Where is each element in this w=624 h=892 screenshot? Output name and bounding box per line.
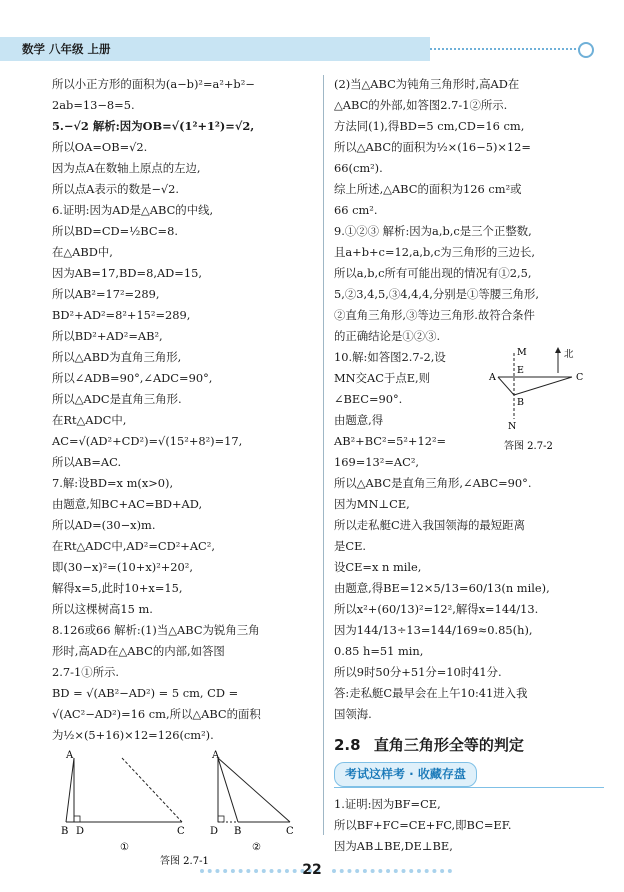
text-line: 所以x²+(60/13)²=12²,解得x=144/13. (334, 602, 539, 616)
north-label: 北 (564, 349, 574, 360)
label-E: E (517, 365, 524, 376)
text-line: 在△ABD中, (52, 245, 113, 259)
problem-10-block (334, 347, 610, 473)
text-line: 66(cm²). (334, 161, 383, 175)
text-line: 5,②3,4,5,③4,4,4,分别是①等腰三角形, (334, 287, 539, 301)
text-line: √(AC²−AD²)=16 cm,所以△ABC的面积 (52, 707, 261, 721)
label-A: A (66, 750, 74, 761)
label-B2: B (234, 826, 242, 837)
text-line: △ABC的外部,如答图2.7-1②所示. (334, 98, 508, 112)
text-line: 综上所述,△ABC的面积为126 cm²或 (334, 182, 522, 196)
text-line: 设CE=x n mile, (334, 560, 422, 574)
text-line: 所以点A表示的数是−√2. (52, 182, 180, 196)
right-column (334, 74, 610, 857)
label-B: B (517, 397, 524, 408)
header-dotted-line (430, 48, 580, 52)
text-line: AB²+BC²=5²+12²= (334, 434, 447, 448)
text-line: 9.①②③ 解析:因为a,b,c是三个正整数, (334, 224, 532, 238)
text-line: 所以AB²=17²=289, (52, 287, 160, 301)
section-heading (334, 735, 610, 756)
text-line: 66 cm². (334, 203, 378, 217)
text-line: BD = √(AB²−AD²) = 5 cm, CD = (52, 686, 239, 700)
text-line: 且a+b+c=12,a,b,c为三角形的三边长, (334, 245, 536, 259)
text-line: MN交AC于点E,则 (334, 371, 431, 385)
text-line: 因为AB=17,BD=8,AD=15, (52, 266, 202, 280)
text-line: (2)当△ABC为钝角三角形时,高AD在 (334, 77, 520, 91)
label-M: M (517, 347, 527, 358)
label-A2: A (212, 750, 220, 761)
text-line: 所以OA=OB=√2. (52, 140, 148, 154)
text-line: 所以△ADC是直角三角形. (52, 392, 182, 406)
text-line: 为½×(5+16)×12=126(cm²). (52, 728, 214, 742)
text-line: 因为点A在数轴上原点的左边, (52, 161, 201, 175)
text-line: 是CE. (334, 539, 367, 553)
text-line: 在Rt△ADC中,AD²=CD²+AC², (52, 539, 215, 553)
text-line: 形时,高AD在△ABC的内部,如答图 (52, 644, 225, 658)
text-line: 解得x=5,此时10+x=15, (52, 581, 183, 595)
text-line: 由题意,知BC+AC=BD+AD, (52, 497, 203, 511)
text-line: 8.126或66 解析:(1)当△ABC为锐角三角 (52, 623, 260, 637)
text-line: 所以9时50分+51分=10时41分. (334, 665, 502, 679)
label-C2: C (286, 826, 294, 837)
figure-caption: 答图 2.7-2 (504, 441, 553, 452)
text-line: 国领海. (334, 707, 372, 721)
label-A: A (489, 372, 496, 383)
triangle-acute (66, 758, 182, 822)
text-line: 所以a,b,c所有可能出现的情况有①2,5, (334, 266, 532, 280)
text-line: 2ab=13−8=5. (52, 98, 135, 112)
text-line: 169=13²=AC², (334, 455, 420, 469)
triangle-obtuse (218, 758, 290, 822)
label-D: D (76, 826, 85, 837)
text-line: 因为AB⊥BE,DE⊥BE, (334, 839, 453, 853)
text-line: 10.解:如答图2.7-2,设 (334, 350, 446, 364)
text-line: AC=√(AD²+CD²)=√(15²+8²)=17, (52, 434, 243, 448)
page-number: 22 (302, 862, 322, 878)
header-circle-icon (578, 42, 594, 58)
text-line: 的正确结论是①②③. (334, 329, 441, 343)
text-line: 方法同(1),得BD=5 cm,CD=16 cm, (334, 119, 525, 133)
section-tag-row (334, 762, 604, 788)
text-line: 所以AD=(30−x)m. (52, 518, 156, 532)
text-line: 所以BF+FC=CE+FC,即BC=EF. (334, 818, 512, 832)
text-line: 由题意,得 (334, 413, 384, 427)
left-column (52, 74, 328, 872)
text-line: ②直角三角形,③等边三角形.故符合条件 (334, 308, 535, 322)
figure-2-7-2 (484, 347, 594, 457)
text-line: 所以∠ADB=90°,∠ADC=90°, (52, 371, 213, 385)
text-line: 5.−√2 解析:因为OB=√(1²+1²)=√2, (52, 119, 255, 133)
footer-dots-right (332, 869, 452, 877)
page-header (0, 0, 624, 62)
text-line: 1.证明:因为BF=CE, (334, 797, 441, 811)
sub-2: ② (252, 842, 261, 853)
section-tag: 考试这样考 · 收藏存盘 (334, 762, 477, 787)
section-title: 直角三角形全等的判定 (373, 736, 524, 754)
sub-1: ① (120, 842, 129, 853)
text-line: 因为MN⊥CE, (334, 497, 410, 511)
text-line: 所以AB=AC. (52, 455, 122, 469)
text-line: 所以走私艇C进入我国领海的最短距离 (334, 518, 525, 532)
label-D2: D (210, 826, 219, 837)
text-line: 所以△ABD为直角三角形, (52, 350, 182, 364)
text-line: 因为144/13÷13=144/169≈0.85(h), (334, 623, 533, 637)
text-line: 所以小正方形的面积为(a−b)²=a²+b²− (52, 77, 255, 91)
header-title: 数学 八年级 上册 (22, 42, 111, 56)
text-line: BD²+AD²=8²+15²=289, (52, 308, 191, 322)
section-number: 2.8 (334, 736, 361, 754)
text-line: 所以△ABC是直角三角形,∠ABC=90°. (334, 476, 532, 490)
text-line: 2.7-1①所示. (52, 665, 120, 679)
text-line: 所以△ABC的面积为½×(16−5)×12= (334, 140, 531, 154)
label-N: N (508, 421, 517, 432)
label-C: C (177, 826, 185, 837)
text-line: 所以BD²+AD²=AB², (52, 329, 163, 343)
text-line: 0.85 h=51 min, (334, 644, 424, 658)
text-line: 所以这棵树高15 m. (52, 602, 153, 616)
text-line: 即(30−x)²=(10+x)²+20², (52, 560, 193, 574)
text-line: 6.证明:因为AD是△ABC的中线, (52, 203, 214, 217)
text-line: 答:走私艇C最早会在上午10:41进入我 (334, 686, 528, 700)
text-line: 由题意,得BE=12×5/13=60/13(n mile), (334, 581, 550, 595)
label-B: B (61, 826, 69, 837)
figure-2-7-1 (52, 750, 312, 865)
text-line: 7.解:设BD=x m(x>0), (52, 476, 174, 490)
text-line: 在Rt△ADC中, (52, 413, 127, 427)
label-C: C (576, 372, 584, 383)
text-line: ∠BEC=90°. (334, 392, 403, 406)
figure-caption: 答图 2.7-1 (160, 856, 209, 865)
text-line: 所以BD=CD=½BC=8. (52, 224, 178, 238)
